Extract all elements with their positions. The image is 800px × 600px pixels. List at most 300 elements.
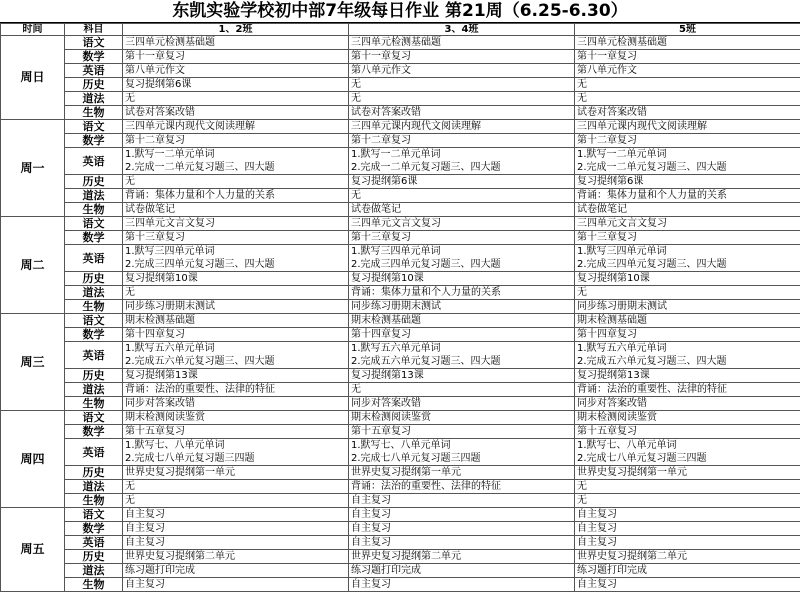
- homework-text: 自主复习: [125, 579, 165, 590]
- homework-text: 世界史复习提纲第一单元: [351, 467, 461, 478]
- homework-text: 复习提纲第6课: [351, 176, 418, 187]
- homework-text: 1.默写一二单元单词: [577, 149, 667, 160]
- homework-cell: [575, 411, 800, 425]
- homework-text: 自主复习: [351, 509, 391, 520]
- homework-cell: [123, 203, 349, 217]
- homework-cell: [123, 342, 349, 369]
- homework-cell: [575, 522, 800, 536]
- homework-cell: [349, 120, 575, 134]
- table-row: [1, 134, 800, 148]
- table-row: [1, 425, 800, 439]
- homework-text: 无: [125, 287, 135, 298]
- homework-cell: [349, 272, 575, 286]
- homework-cell: [349, 536, 575, 550]
- subject-cell: 英语: [65, 245, 123, 272]
- homework-cell: [575, 217, 800, 231]
- subject-cell: 语文: [65, 36, 123, 50]
- homework-text: 期末检测基础题: [577, 315, 647, 326]
- homework-cell: [123, 480, 349, 494]
- homework-cell: [123, 64, 349, 78]
- homework-cell: [123, 286, 349, 300]
- homework-cell: [575, 536, 800, 550]
- homework-text: 背诵：集体力量和个人力量的关系: [351, 287, 501, 298]
- homework-cell: [123, 328, 349, 342]
- subject-cell: 英语: [65, 148, 123, 175]
- homework-text: 1.默写五六单元单词: [577, 343, 667, 354]
- day-cell: 周日: [1, 36, 65, 120]
- homework-text: 第十四章复习: [577, 329, 637, 340]
- homework-cell: [575, 286, 800, 300]
- homework-text: 世界史复习提纲第二单元: [125, 551, 235, 562]
- homework-text: 第十五章复习: [351, 426, 411, 437]
- homework-cell: [575, 231, 800, 245]
- homework-cell: [123, 231, 349, 245]
- homework-text: 复习提纲第13课: [351, 370, 424, 381]
- homework-cell: [123, 383, 349, 397]
- homework-text: 背诵：集体力量和个人力量的关系: [577, 190, 727, 201]
- homework-text: 自主复习: [351, 495, 391, 506]
- table-row: [1, 494, 800, 508]
- homework-cell: [123, 522, 349, 536]
- homework-text: 复习提纲第6课: [577, 176, 644, 187]
- homework-cell: [575, 369, 800, 383]
- homework-text: 同步练习册期末测试: [577, 301, 667, 312]
- table-row: [1, 508, 800, 522]
- homework-text: 复习提纲第13课: [577, 370, 650, 381]
- homework-text: 无: [577, 481, 587, 492]
- homework-cell: [575, 425, 800, 439]
- header-row: [1, 24, 800, 36]
- homework-cell: [123, 36, 349, 50]
- header-time: 时间: [1, 24, 65, 36]
- homework-text: 世界史复习提纲第二单元: [351, 551, 461, 562]
- homework-text: 1.默写一二单元单词: [351, 149, 441, 160]
- homework-text: 1.默写三四单元单词: [125, 246, 215, 257]
- homework-cell: [123, 50, 349, 64]
- homework-text: 三四单元课内现代文阅读理解: [351, 121, 481, 132]
- subject-cell: 英语: [65, 536, 123, 550]
- homework-cell: [575, 78, 800, 92]
- homework-text: 试卷做笔记: [125, 204, 175, 215]
- homework-text: 无: [351, 93, 361, 104]
- subject-cell: 英语: [65, 64, 123, 78]
- table-row: [1, 411, 800, 425]
- homework-text: 第八单元作文: [125, 65, 185, 76]
- homework-text: 无: [577, 495, 587, 506]
- homework-cell: [349, 78, 575, 92]
- homework-text: 1.默写一二单元单词: [125, 149, 215, 160]
- homework-cell: [123, 369, 349, 383]
- homework-text: 自主复习: [351, 537, 391, 548]
- table-row: [1, 217, 800, 231]
- subject-cell: 生物: [65, 203, 123, 217]
- table-row: [1, 120, 800, 134]
- table-row: [1, 522, 800, 536]
- homework-text: 试卷对答案改错: [577, 107, 647, 118]
- subject-cell: 历史: [65, 78, 123, 92]
- subject-cell: 语文: [65, 314, 123, 328]
- homework-cell: [349, 175, 575, 189]
- homework-text: 同步对答案改错: [577, 398, 647, 409]
- homework-text: 无: [577, 79, 587, 90]
- homework-text: 自主复习: [351, 523, 391, 534]
- homework-text: 背诵：法治的重要性、法律的特征: [125, 384, 275, 395]
- homework-cell: [575, 397, 800, 411]
- homework-text: 2.完成三四单元复习题三、四大题: [577, 259, 727, 270]
- homework-text: 试卷做笔记: [577, 204, 627, 215]
- homework-text: 1.默写五六单元单词: [351, 343, 441, 354]
- homework-text: 第十二章复习: [351, 135, 411, 146]
- table-row: [1, 148, 800, 175]
- homework-cell: [575, 328, 800, 342]
- homework-text: 第十二章复习: [577, 135, 637, 146]
- subject-cell: 语文: [65, 411, 123, 425]
- table-row: [1, 189, 800, 203]
- homework-cell: [575, 148, 800, 175]
- subject-cell: 数学: [65, 328, 123, 342]
- homework-cell: [575, 383, 800, 397]
- homework-cell: [123, 245, 349, 272]
- table-row: [1, 50, 800, 64]
- homework-text: 无: [125, 481, 135, 492]
- homework-cell: [349, 480, 575, 494]
- table-body: [1, 36, 800, 592]
- homework-text: 复习提纲第10课: [577, 273, 650, 284]
- homework-cell: [123, 300, 349, 314]
- table-row: [1, 480, 800, 494]
- homework-text: 第十三章复习: [351, 232, 411, 243]
- homework-cell: [123, 134, 349, 148]
- homework-cell: [123, 217, 349, 231]
- homework-cell: [575, 508, 800, 522]
- homework-cell: [575, 564, 800, 578]
- homework-cell: [575, 342, 800, 369]
- table-row: [1, 231, 800, 245]
- homework-text: 三四单元课内现代文阅读理解: [125, 121, 255, 132]
- homework-table: [0, 23, 800, 592]
- homework-cell: [349, 286, 575, 300]
- homework-cell: [349, 508, 575, 522]
- homework-text: 三四单元文言文复习: [351, 218, 441, 229]
- subject-cell: 生物: [65, 300, 123, 314]
- homework-cell: [349, 148, 575, 175]
- homework-text: 第八单元作文: [351, 65, 411, 76]
- homework-cell: [575, 245, 800, 272]
- table-row: [1, 203, 800, 217]
- homework-cell: [123, 425, 349, 439]
- homework-text: 自主复习: [125, 509, 165, 520]
- homework-cell: [349, 439, 575, 466]
- homework-cell: [123, 550, 349, 564]
- homework-cell: [349, 50, 575, 64]
- homework-cell: [349, 383, 575, 397]
- table-row: [1, 342, 800, 369]
- table-row: [1, 36, 800, 50]
- table-row: [1, 466, 800, 480]
- table-row: [1, 286, 800, 300]
- homework-cell: [575, 134, 800, 148]
- homework-text: 第十一章复习: [125, 51, 185, 62]
- subject-cell: 历史: [65, 272, 123, 286]
- homework-text: 期末检测阅读鉴赏: [351, 412, 431, 423]
- homework-cell: [575, 300, 800, 314]
- table-row: [1, 536, 800, 550]
- homework-cell: [349, 564, 575, 578]
- homework-cell: [123, 397, 349, 411]
- table-row: [1, 383, 800, 397]
- homework-text: 自主复习: [125, 537, 165, 548]
- homework-text: 无: [577, 287, 587, 298]
- homework-cell: [123, 148, 349, 175]
- homework-cell: [123, 439, 349, 466]
- homework-cell: [349, 411, 575, 425]
- subject-cell: 道法: [65, 189, 123, 203]
- homework-cell: [123, 272, 349, 286]
- homework-text: 练习题打印完成: [351, 565, 421, 576]
- homework-cell: [575, 106, 800, 120]
- homework-text: 2.完成一二单元复习题三、四大题: [351, 162, 501, 173]
- homework-text: 2.完成七八单元复习题三四题: [577, 453, 707, 464]
- homework-text: 2.完成五六单元复习题三、四大题: [577, 356, 727, 367]
- homework-text: 第十一章复习: [351, 51, 411, 62]
- homework-cell: [575, 439, 800, 466]
- day-cell: 周五: [1, 508, 65, 592]
- homework-cell: [349, 106, 575, 120]
- subject-cell: 道法: [65, 564, 123, 578]
- homework-text: 2.完成三四单元复习题三、四大题: [125, 259, 275, 270]
- homework-cell: [575, 64, 800, 78]
- homework-text: 第十四章复习: [125, 329, 185, 340]
- table-row: [1, 78, 800, 92]
- table-row: [1, 369, 800, 383]
- homework-cell: [349, 466, 575, 480]
- homework-cell: [123, 578, 349, 592]
- homework-text: 第十五章复习: [125, 426, 185, 437]
- homework-cell: [575, 480, 800, 494]
- homework-text: 自主复习: [577, 537, 617, 548]
- homework-text: 2.完成七八单元复习题三四题: [351, 453, 481, 464]
- subject-cell: 生物: [65, 578, 123, 592]
- homework-text: 期末检测基础题: [125, 315, 195, 326]
- homework-cell: [123, 508, 349, 522]
- homework-cell: [575, 50, 800, 64]
- homework-cell: [123, 92, 349, 106]
- homework-text: 试卷做笔记: [351, 204, 401, 215]
- homework-text: 世界史复习提纲第一单元: [125, 467, 235, 478]
- homework-text: 2.完成一二单元复习题三、四大题: [577, 162, 727, 173]
- table-row: [1, 106, 800, 120]
- subject-cell: 生物: [65, 494, 123, 508]
- homework-text: 世界史复习提纲第一单元: [577, 467, 687, 478]
- homework-text: 2.完成五六单元复习题三、四大题: [125, 356, 275, 367]
- homework-cell: [575, 466, 800, 480]
- homework-cell: [349, 342, 575, 369]
- homework-text: 1.默写五六单元单词: [125, 343, 215, 354]
- homework-cell: [349, 300, 575, 314]
- homework-text: 1.默写七、八单元单词: [577, 440, 677, 451]
- header-class-1-2: 1、2班: [123, 24, 349, 36]
- homework-text: 三四单元文言文复习: [125, 218, 215, 229]
- homework-text: 世界史复习提纲第二单元: [577, 551, 687, 562]
- homework-cell: [123, 466, 349, 480]
- homework-text: 三四单元课内现代文阅读理解: [577, 121, 707, 132]
- homework-text: 自主复习: [351, 579, 391, 590]
- homework-text: 2.完成一二单元复习题三、四大题: [125, 162, 275, 173]
- homework-text: 同步练习册期末测试: [125, 301, 215, 312]
- homework-text: 试卷对答案改错: [125, 107, 195, 118]
- homework-cell: [575, 203, 800, 217]
- homework-text: 背诵：法治的重要性、法律的特征: [577, 384, 727, 395]
- homework-cell: [349, 522, 575, 536]
- homework-cell: [349, 328, 575, 342]
- homework-text: 同步对答案改错: [351, 398, 421, 409]
- homework-text: 第十三章复习: [577, 232, 637, 243]
- homework-text: 三四单元检测基础题: [577, 37, 667, 48]
- subject-cell: 道法: [65, 480, 123, 494]
- subject-cell: 道法: [65, 92, 123, 106]
- subject-cell: 数学: [65, 50, 123, 64]
- subject-cell: 英语: [65, 439, 123, 466]
- subject-cell: 历史: [65, 175, 123, 189]
- homework-cell: [123, 78, 349, 92]
- table-row: [1, 300, 800, 314]
- subject-cell: 生物: [65, 397, 123, 411]
- table-row: [1, 550, 800, 564]
- page-title: 东凯实验学校初中部7年级每日作业 第21周（6.25-6.30）: [0, 0, 800, 23]
- homework-text: 无: [351, 384, 361, 395]
- homework-cell: [575, 120, 800, 134]
- homework-cell: [575, 272, 800, 286]
- subject-cell: 数学: [65, 231, 123, 245]
- homework-cell: [123, 175, 349, 189]
- homework-cell: [349, 64, 575, 78]
- homework-text: 同步对答案改错: [125, 398, 195, 409]
- homework-cell: [575, 36, 800, 50]
- homework-cell: [123, 120, 349, 134]
- table-row: [1, 64, 800, 78]
- homework-cell: [123, 411, 349, 425]
- table-row: [1, 92, 800, 106]
- homework-text: 1.默写七、八单元单词: [125, 440, 225, 451]
- homework-text: 同步练习册期末测试: [351, 301, 441, 312]
- table-row: [1, 314, 800, 328]
- homework-cell: [575, 314, 800, 328]
- homework-text: 第十一章复习: [577, 51, 637, 62]
- table-row: [1, 245, 800, 272]
- homework-text: 自主复习: [577, 523, 617, 534]
- homework-text: 三四单元文言文复习: [577, 218, 667, 229]
- subject-cell: 道法: [65, 286, 123, 300]
- table-row: [1, 175, 800, 189]
- homework-cell: [123, 494, 349, 508]
- header-subject: 科目: [65, 24, 123, 36]
- day-cell: 周四: [1, 411, 65, 508]
- homework-text: 无: [351, 190, 361, 201]
- homework-cell: [349, 92, 575, 106]
- homework-text: 无: [125, 176, 135, 187]
- homework-text: 无: [125, 495, 135, 506]
- homework-text: 无: [577, 93, 587, 104]
- homework-cell: [349, 217, 575, 231]
- homework-text: 第十二章复习: [125, 135, 185, 146]
- homework-cell: [123, 106, 349, 120]
- subject-cell: 语文: [65, 120, 123, 134]
- homework-cell: [575, 494, 800, 508]
- homework-cell: [349, 245, 575, 272]
- homework-cell: [349, 397, 575, 411]
- homework-text: 2.完成七八单元复习题三四题: [125, 453, 255, 464]
- homework-text: 三四单元检测基础题: [125, 37, 215, 48]
- subject-cell: 历史: [65, 466, 123, 480]
- subject-cell: 数学: [65, 522, 123, 536]
- homework-text: 练习题打印完成: [125, 565, 195, 576]
- homework-text: 第十四章复习: [351, 329, 411, 340]
- table-row: [1, 564, 800, 578]
- homework-cell: [349, 369, 575, 383]
- homework-cell: [123, 564, 349, 578]
- header-class-5: 5班: [575, 24, 800, 36]
- subject-cell: 语文: [65, 508, 123, 522]
- homework-text: 复习提纲第10课: [351, 273, 424, 284]
- table-row: [1, 272, 800, 286]
- subject-cell: 数学: [65, 134, 123, 148]
- homework-text: 背诵：法治的重要性、法律的特征: [351, 481, 501, 492]
- homework-text: 期末检测阅读鉴赏: [125, 412, 205, 423]
- homework-cell: [349, 231, 575, 245]
- homework-text: 期末检测阅读鉴赏: [577, 412, 657, 423]
- homework-text: 自主复习: [125, 523, 165, 534]
- subject-cell: 道法: [65, 383, 123, 397]
- homework-cell: [349, 425, 575, 439]
- homework-cell: [123, 314, 349, 328]
- homework-text: 第八单元作文: [577, 65, 637, 76]
- homework-cell: [349, 36, 575, 50]
- homework-text: 1.默写三四单元单词: [351, 246, 441, 257]
- homework-cell: [349, 189, 575, 203]
- homework-text: 复习提纲第10课: [125, 273, 198, 284]
- homework-text: 自主复习: [577, 579, 617, 590]
- homework-text: 期末检测基础题: [351, 315, 421, 326]
- table-row: [1, 397, 800, 411]
- homework-text: 第十五章复习: [577, 426, 637, 437]
- day-cell: 周二: [1, 217, 65, 314]
- homework-text: 2.完成五六单元复习题三、四大题: [351, 356, 501, 367]
- homework-cell: [349, 578, 575, 592]
- subject-cell: 历史: [65, 369, 123, 383]
- homework-text: 试卷对答案改错: [351, 107, 421, 118]
- subject-cell: 生物: [65, 106, 123, 120]
- day-cell: 周三: [1, 314, 65, 411]
- homework-text: 复习提纲第13课: [125, 370, 198, 381]
- homework-text: 复习提纲第6课: [125, 79, 192, 90]
- homework-cell: [575, 92, 800, 106]
- homework-text: 2.完成三四单元复习题三、四大题: [351, 259, 501, 270]
- homework-cell: [123, 536, 349, 550]
- subject-cell: 英语: [65, 342, 123, 369]
- homework-cell: [349, 314, 575, 328]
- homework-cell: [349, 203, 575, 217]
- homework-cell: [575, 578, 800, 592]
- homework-cell: [575, 189, 800, 203]
- homework-text: 第十三章复习: [125, 232, 185, 243]
- homework-cell: [575, 550, 800, 564]
- table-row: [1, 578, 800, 592]
- homework-cell: [349, 494, 575, 508]
- homework-text: 无: [125, 93, 135, 104]
- table-row: [1, 439, 800, 466]
- day-cell: 周一: [1, 120, 65, 217]
- homework-cell: [349, 550, 575, 564]
